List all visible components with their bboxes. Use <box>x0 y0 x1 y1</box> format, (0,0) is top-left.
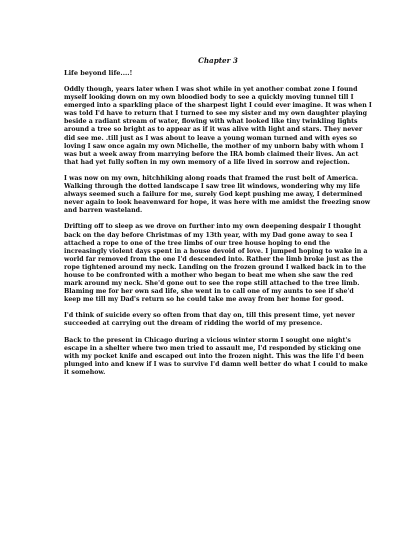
chapter-heading: Chapter 3 <box>198 56 238 65</box>
paragraph-1: Oddly though, years later when I was shot while in yet another combat zone I found myself looking down on my own bloodied body to see a quickly moving tunnel till I emerged into a sparkling place of the sharpest light I could ever imagine. It was when I was told I'd have to return that I turned to see my sister and my own daughter playing beside a radiant stream of water, flowing with what looked like tiny twinkling lights around a tree so bright as to appear as if it was alive with light and stars. They never did see me. .till just as I was about to leave a young woman turned and with eyes so loving I saw once again my own Michelle, the mother of my unborn baby with whom I was but a week away from marrying before the IRA bomb claimed their lives. An act that had yet fully soften in my own memory of a life lived in sorrow and rejection. <box>64 86 372 166</box>
paragraph-5: Back to the present in Chicago during a vicious winter storm I sought one night's escape in a shelter where two men tried to assault me, I'd responded by sticking one with my pocket knife and escaped out into the frozen night. This was the life I'd been plunged into and knew if I was to survive I'd damn well better do what I could to make it somehow. <box>64 336 368 376</box>
paragraph-3: Drifting off to sleep as we drove on further into my own deepening despair I thought back on the day before Christmas of my 13th year, with my Dad gone away to sea I attached a rope to one of the tree limbs of our tree house hoping to end the increasingly violent days spent in a house devoid of love. I jumped hoping to wake in a world far removed from the one I'd descended into. Rather the limb broke just as the rope tightened around my neck. Landing on the frozen ground I walked back in to the house to be confronted with a mother who began to beat me when she saw the red mark around my neck. She'd gone out to see the rope still attached to the tree limb. Blaming me for her own sad life, she went in to call one of my aunts to see if she'd keep me till my Dad's return so he could take me away from her home for good. <box>64 223 368 304</box>
paragraph-4: I'd think of suicide every so often from that day on, till this present time, yet never succeeded at carrying out the dream of ridding the world of my presence. <box>64 312 355 328</box>
chapter-subtitle: Life beyond life....! <box>64 69 133 77</box>
paragraph-2: I was now on my own, hitchhiking along roads that framed the rust belt of America. Walking through the dotted landscape I saw tree lit windows, wondering why my life always seemed such a failure for me, surely God kept pushing me away, I determined never again to look heavenward for hope, it was here with me amidst the freezing snow and barren wasteland. <box>64 174 371 215</box>
